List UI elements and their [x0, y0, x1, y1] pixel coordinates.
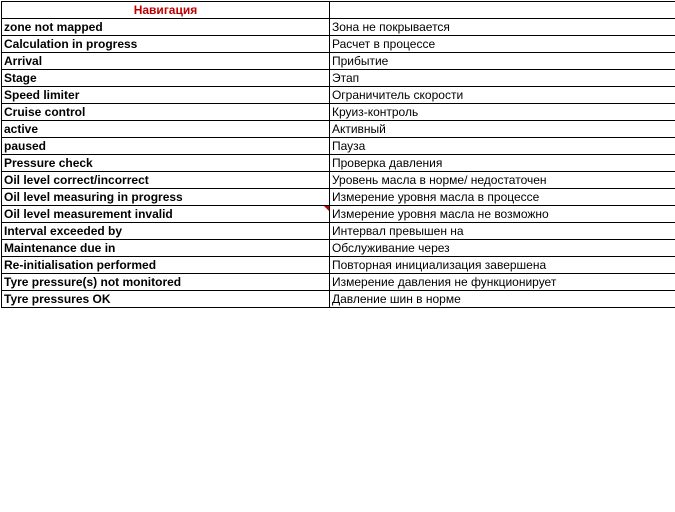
english-term-cell[interactable]: Speed limiter: [2, 87, 330, 104]
comment-indicator-icon[interactable]: [324, 206, 329, 211]
english-term-cell[interactable]: zone not mapped: [2, 19, 330, 36]
table-row: [2, 274, 675, 291]
russian-translation-cell[interactable]: Круиз-контроль: [329, 104, 675, 121]
english-term-cell[interactable]: Cruise control: [2, 104, 330, 121]
russian-translation-cell[interactable]: Обслуживание через: [329, 240, 675, 257]
russian-translation-cell[interactable]: Измерение уровня масла в процессе: [329, 189, 675, 206]
english-term-cell[interactable]: Tyre pressures OK: [2, 291, 330, 308]
russian-translation-cell[interactable]: Ограничитель скорости: [329, 87, 675, 104]
header-row: [2, 2, 675, 19]
russian-translation-cell[interactable]: Измерение давления не функционирует: [329, 274, 675, 291]
english-term-cell[interactable]: Tyre pressure(s) not monitored: [2, 274, 330, 291]
table-row: [2, 104, 675, 121]
english-term-cell[interactable]: Maintenance due in: [2, 240, 330, 257]
table-row: [2, 53, 675, 70]
table-row: [2, 138, 675, 155]
russian-translation-cell[interactable]: Интервал превышен на: [329, 223, 675, 240]
table-row: [2, 172, 675, 189]
english-term-cell[interactable]: Arrival: [2, 53, 330, 70]
russian-translation-cell[interactable]: Активный: [329, 121, 675, 138]
english-term-cell[interactable]: Re-initialisation performed: [2, 257, 330, 274]
table-row: [2, 87, 675, 104]
english-term-cell[interactable]: paused: [2, 138, 330, 155]
table-row: [2, 36, 675, 53]
english-term-cell[interactable]: Calculation in progress: [2, 36, 330, 53]
table-row: [2, 121, 675, 138]
table-row: [2, 223, 675, 240]
table-row: [2, 189, 675, 206]
russian-translation-cell[interactable]: Повторная инициализация завершена: [329, 257, 675, 274]
english-term-cell[interactable]: active: [2, 121, 330, 138]
table-row: [2, 257, 675, 274]
english-term-cell[interactable]: [2, 206, 330, 223]
russian-translation-cell[interactable]: Зона не покрывается: [329, 19, 675, 36]
russian-translation-cell[interactable]: Уровень масла в норме/ недостаточен: [329, 172, 675, 189]
header-title-cell[interactable]: Навигация: [2, 2, 330, 19]
russian-translation-cell[interactable]: Измерение уровня масла не возможно: [329, 206, 675, 223]
english-term-cell[interactable]: Pressure check: [2, 155, 330, 172]
english-term-cell[interactable]: Interval exceeded by: [2, 223, 330, 240]
table-row: [2, 240, 675, 257]
table-row: [2, 70, 675, 87]
russian-translation-cell[interactable]: Этап: [329, 70, 675, 87]
russian-translation-cell[interactable]: Прибытие: [329, 53, 675, 70]
english-term-cell[interactable]: Oil level measuring in progress: [2, 189, 330, 206]
table-row: [2, 155, 675, 172]
table-row: [2, 291, 675, 308]
header-empty-cell[interactable]: [329, 2, 675, 19]
translation-table: [1, 1, 675, 308]
english-term-text: Oil level measurement invalid: [4, 207, 173, 221]
russian-translation-cell[interactable]: Проверка давления: [329, 155, 675, 172]
table-row: [2, 19, 675, 36]
russian-translation-cell[interactable]: Пауза: [329, 138, 675, 155]
russian-translation-cell[interactable]: Расчет в процессе: [329, 36, 675, 53]
english-term-cell[interactable]: Oil level correct/incorrect: [2, 172, 330, 189]
table-row: [2, 206, 675, 223]
russian-translation-cell[interactable]: Давление шин в норме: [329, 291, 675, 308]
english-term-cell[interactable]: Stage: [2, 70, 330, 87]
